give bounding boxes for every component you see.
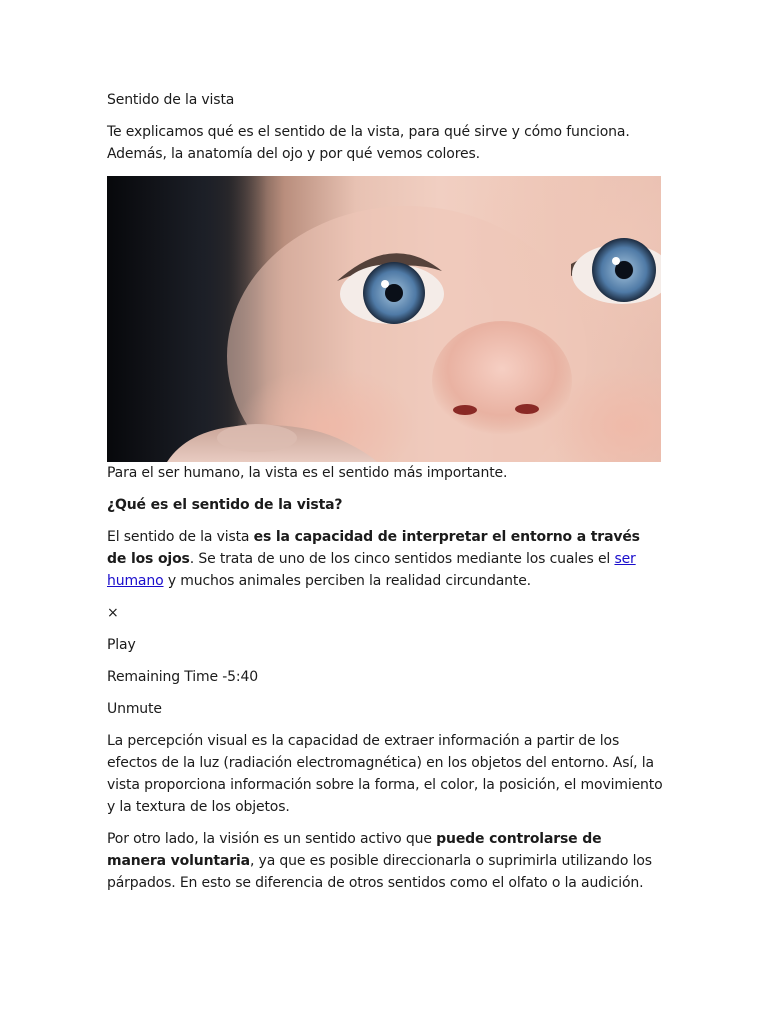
video-unmute-button[interactable]: Unmute bbox=[107, 701, 162, 717]
baby-face-illustration bbox=[107, 176, 661, 462]
article-title: Sentido de la vista bbox=[107, 92, 235, 108]
image-caption: Para el ser humano, la vista es el sentido más importante. bbox=[107, 465, 508, 481]
paragraph-active-sense-start: Por otro lado, la visión es un sentido activo que bbox=[107, 831, 437, 847]
remaining-time-value: -5:40 bbox=[222, 669, 259, 685]
paragraph-definition bbox=[107, 526, 663, 592]
paragraph-definition-start: El sentido de la vista bbox=[107, 529, 254, 545]
paragraph-active-sense-end: , ya que es posible direccionarla o suprimirla utilizando los párpados. En esto se diferencia de otros sentidos como el olfato o la audición. bbox=[107, 853, 652, 891]
ser-humano-link[interactable]: ser humano bbox=[107, 551, 636, 589]
paragraph-definition-bold: es la capacidad de interpretar el entorno a través de los ojos bbox=[107, 529, 640, 567]
video-remaining-time bbox=[107, 666, 663, 688]
article bbox=[107, 89, 663, 904]
article-intro: Te explicamos qué es el sentido de la vista, para qué sirve y cómo funciona. Además, la anatomía del ojo y por qué vemos colores. bbox=[107, 124, 630, 162]
section-heading bbox=[107, 494, 663, 516]
video-play-button[interactable]: Play bbox=[107, 637, 136, 653]
paragraph-active-sense bbox=[107, 828, 663, 894]
section-heading-text: ¿Qué es el sentido de la vista? bbox=[107, 497, 343, 513]
video-close-button[interactable]: × bbox=[107, 605, 119, 621]
paragraph-perception: La percepción visual es la capacidad de extraer información a partir de los efectos de la luz (radiación electromagnética) en los objetos del entorno. Así, la vista proporciona información sobre la forma, el color, la posición, el movimiento y la textura de los objetos. bbox=[107, 733, 663, 815]
baby-eyes-image bbox=[107, 176, 661, 462]
paragraph-active-sense-bold: puede controlarse de manera voluntaria bbox=[107, 831, 602, 869]
remaining-time-label: Remaining Time bbox=[107, 669, 218, 685]
paragraph-definition-end: y muchos animales perciben la realidad circundante. bbox=[163, 573, 531, 589]
paragraph-definition-mid: . Se trata de uno de los cinco sentidos mediante los cuales el bbox=[189, 551, 615, 567]
